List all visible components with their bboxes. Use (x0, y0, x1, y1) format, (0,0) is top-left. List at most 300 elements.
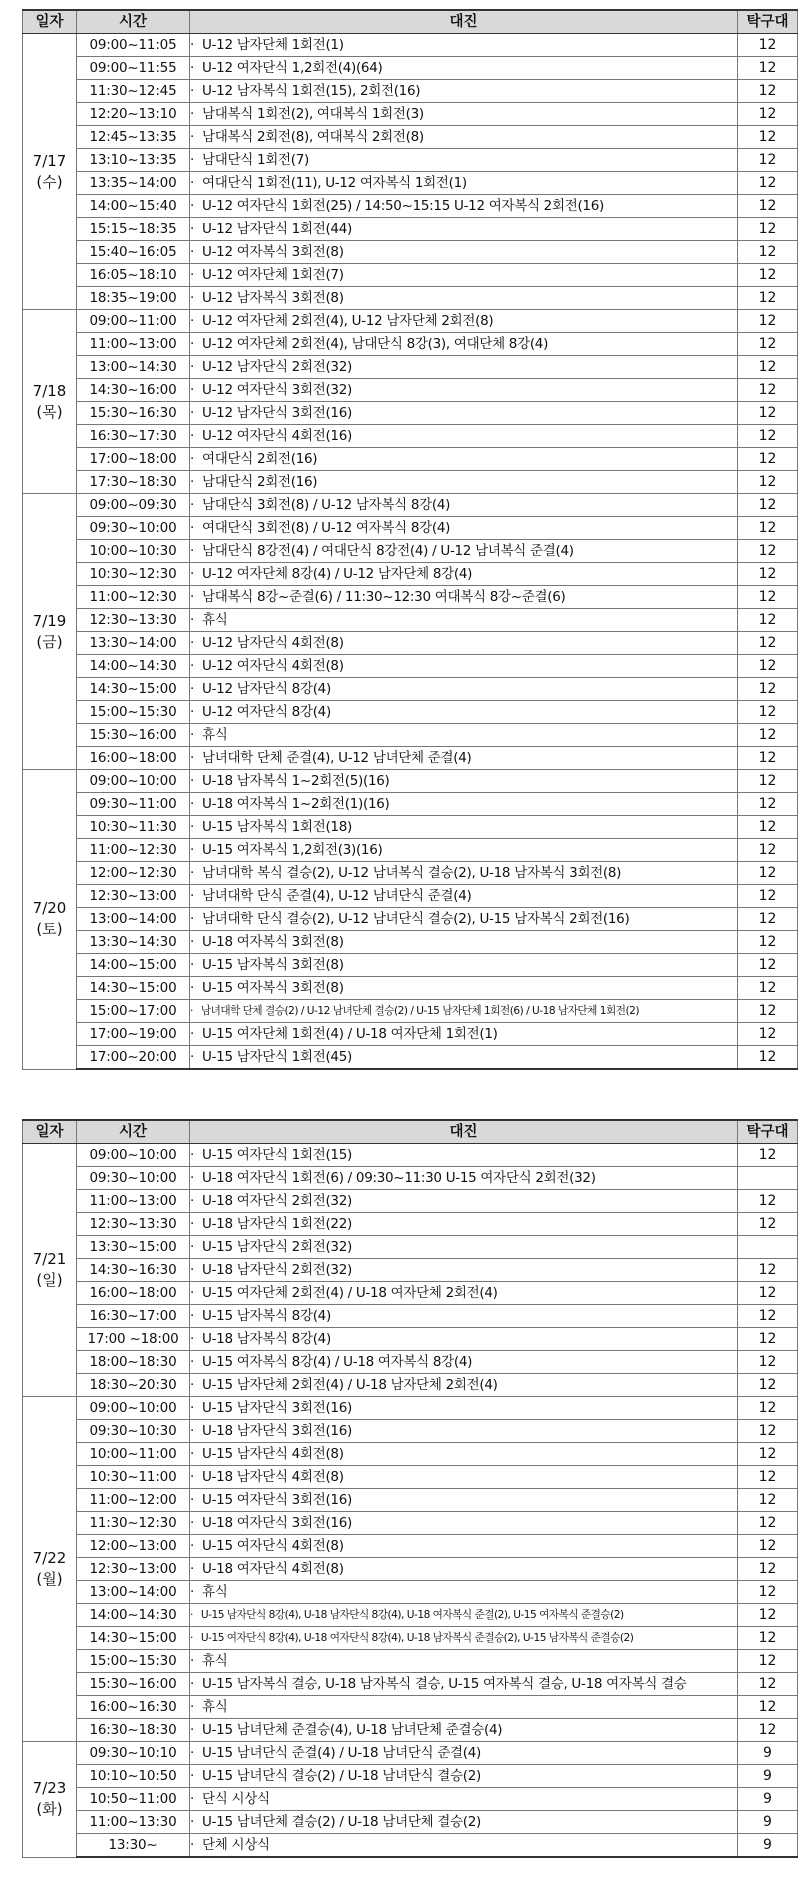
bullet-dot: · (190, 1836, 194, 1853)
bullet-dot: · (190, 1675, 194, 1692)
match-text: U-18 여자복식 1~2회전(1)(16) (202, 795, 390, 812)
match-text: U-15 여자복식 3회전(8) (202, 979, 344, 996)
tables-cell: 12 (738, 218, 798, 241)
schedule-row (23, 1489, 798, 1512)
bullet-dot: · (190, 1261, 194, 1278)
schedule-row (23, 1811, 798, 1834)
schedule-row (23, 1282, 798, 1305)
bullet-dot: · (190, 1284, 194, 1301)
bullet-dot: · (190, 749, 194, 766)
time-cell: 11:00~13:00 (77, 1190, 190, 1213)
time-cell: 10:30~12:30 (77, 563, 190, 586)
match-text: U-12 남자단식 8강(4) (202, 680, 331, 697)
match-cell (190, 80, 738, 103)
bullet-dot: · (190, 1192, 194, 1209)
time-cell: 15:00~17:00 (77, 1000, 190, 1023)
schedule-row (23, 1351, 798, 1374)
bullet-dot: · (190, 59, 194, 76)
match-cell (190, 1213, 738, 1236)
match-cell (190, 586, 738, 609)
match-cell (190, 1023, 738, 1046)
match-text: U-15 남녀단체 준결승(4), U-18 남녀단체 준결승(4) (202, 1721, 503, 1738)
match-cell (190, 1788, 738, 1811)
time-cell: 18:30~20:30 (77, 1374, 190, 1397)
tables-cell: 12 (738, 448, 798, 471)
match-text: 남녀대학 단식 결승(2), U-12 남녀단식 결승(2), U-15 남자복식 2회전(16) (202, 910, 630, 927)
tables-cell: 9 (738, 1834, 798, 1858)
time-cell: 12:00~13:00 (77, 1535, 190, 1558)
schedule-row (23, 195, 798, 218)
time-cell: 18:00~18:30 (77, 1351, 190, 1374)
tables-cell (738, 1236, 798, 1259)
time-header: 시간 (77, 1120, 190, 1144)
time-cell: 16:30~18:30 (77, 1719, 190, 1742)
weekday-label: (토) (36, 920, 63, 939)
match-cell (190, 931, 738, 954)
tables-cell: 12 (738, 1374, 798, 1397)
match-text: U-15 남녀단체 결승(2) / U-18 남녀단체 결승(2) (202, 1813, 481, 1830)
schedule-row (23, 1144, 798, 1167)
tables-cell: 12 (738, 862, 798, 885)
match-text: U-18 남자단식 2회전(32) (202, 1261, 352, 1278)
weekday-label: (금) (36, 632, 63, 651)
bullet-dot: · (190, 611, 194, 628)
schedule-row (23, 1420, 798, 1443)
match-cell (190, 149, 738, 172)
bullet-dot: · (190, 1422, 194, 1439)
time-cell: 09:00~10:00 (77, 1144, 190, 1167)
tables-cell: 9 (738, 1765, 798, 1788)
time-cell: 12:30~13:30 (77, 1213, 190, 1236)
match-cell (190, 241, 738, 264)
bullet-dot: · (190, 519, 194, 536)
bullet-dot: · (190, 1813, 194, 1830)
match-cell (190, 655, 738, 678)
match-text: U-15 남자복식 1회전(18) (202, 818, 352, 835)
match-cell (190, 793, 738, 816)
time-cell: 10:30~11:00 (77, 1466, 190, 1489)
schedule-row (23, 1259, 798, 1282)
time-cell: 13:30~14:00 (77, 632, 190, 655)
match-cell (190, 1167, 738, 1190)
match-cell (190, 1466, 738, 1489)
match-text: U-12 남자단식 4회전(8) (202, 634, 344, 651)
bullet-dot: · (190, 1491, 194, 1508)
bullet-dot: · (190, 220, 194, 237)
schedule-row (23, 908, 798, 931)
schedule-row (23, 1000, 798, 1023)
time-cell: 12:20~13:10 (77, 103, 190, 126)
match-cell (190, 1512, 738, 1535)
match-cell (190, 1420, 738, 1443)
bullet-dot: · (190, 1004, 193, 1017)
time-cell: 15:00~15:30 (77, 1650, 190, 1673)
bullet-dot: · (190, 1330, 194, 1347)
match-cell (190, 1282, 738, 1305)
schedule-row (23, 1558, 798, 1581)
match-text: 남녀대학 단체 결승(2) / U-12 남녀단체 결승(2) / U-15 남자단체 1회전(6) / U-18 남자단체 1회전(2) (200, 1004, 639, 1017)
date-header: 일자 (23, 10, 77, 34)
tables-cell: 12 (738, 333, 798, 356)
match-cell (190, 1719, 738, 1742)
time-cell: 10:10~10:50 (77, 1765, 190, 1788)
time-cell: 15:40~16:05 (77, 241, 190, 264)
match-text: U-15 여자단체 2회전(4) / U-18 여자단체 2회전(4) (202, 1284, 498, 1301)
schedule-row (23, 1443, 798, 1466)
date-cell (23, 1742, 77, 1858)
schedule-row (23, 1535, 798, 1558)
bullet-dot: · (190, 1169, 194, 1186)
match-cell (190, 34, 738, 57)
tables-cell: 12 (738, 149, 798, 172)
tables-cell: 12 (738, 678, 798, 701)
bullet-dot: · (190, 128, 194, 145)
match-cell (190, 747, 738, 770)
bullet-dot: · (190, 289, 194, 306)
tables-cell: 12 (738, 1489, 798, 1512)
tables-cell: 12 (738, 1282, 798, 1305)
tables-cell: 12 (738, 1351, 798, 1374)
tables-cell: 12 (738, 632, 798, 655)
time-cell: 09:00~09:30 (77, 494, 190, 517)
bullet-dot: · (190, 1307, 194, 1324)
tables-cell: 12 (738, 1259, 798, 1282)
match-cell (190, 195, 738, 218)
time-cell: 11:00~13:00 (77, 333, 190, 356)
date-cell (23, 1397, 77, 1742)
bullet-dot: · (190, 772, 194, 789)
match-text: U-18 남자복식 1~2회전(5)(16) (202, 772, 390, 789)
tables-cell: 12 (738, 563, 798, 586)
schedule-row (23, 1719, 798, 1742)
time-cell: 11:00~12:30 (77, 839, 190, 862)
tables-cell: 12 (738, 816, 798, 839)
weekday-label: (목) (36, 402, 63, 421)
bullet-dot: · (190, 1514, 194, 1531)
tables-cell: 12 (738, 1328, 798, 1351)
time-cell: 15:30~16:00 (77, 1673, 190, 1696)
match-cell (190, 356, 738, 379)
match-text: U-18 남자복식 8강(4) (202, 1330, 331, 1347)
schedule-row (23, 1788, 798, 1811)
bullet-dot: · (190, 1025, 194, 1042)
match-text: 휴식 (202, 1652, 228, 1669)
match-text: U-15 남녀단식 준결(4) / U-18 남녀단식 준결(4) (202, 1744, 481, 1761)
time-cell: 14:00~15:40 (77, 195, 190, 218)
match-text: U-15 여자복식 8강(4) / U-18 여자복식 8강(4) (202, 1353, 473, 1370)
date-label: 7/21 (32, 1250, 67, 1268)
time-cell: 17:00~18:00 (77, 448, 190, 471)
match-text: U-15 여자단식 3회전(16) (202, 1491, 352, 1508)
tables-cell: 12 (738, 34, 798, 57)
schedule-row (23, 609, 798, 632)
time-cell: 13:00~14:00 (77, 908, 190, 931)
match-cell (190, 172, 738, 195)
tables-cell: 12 (738, 241, 798, 264)
tables-cell: 12 (738, 1535, 798, 1558)
schedule-row (23, 816, 798, 839)
bullet-dot: · (190, 1560, 194, 1577)
bullet-dot: · (190, 1583, 194, 1600)
tables-cell: 12 (738, 80, 798, 103)
tables-cell: 12 (738, 1420, 798, 1443)
match-text: U-15 남자복식 결승, U-18 남자복식 결승, U-15 여자복식 결승, U-18 여자복식 결승 (202, 1675, 687, 1692)
schedule-row (23, 678, 798, 701)
date-cell (23, 310, 77, 494)
schedule-row (23, 1650, 798, 1673)
match-text: 휴식 (202, 1583, 228, 1600)
match-cell (190, 379, 738, 402)
bullet-dot: · (190, 680, 194, 697)
top-cropped-header (0, 0, 800, 8)
schedule-row (23, 517, 798, 540)
match-text: U-15 여자단식 8강(4), U-18 여자단식 8강(4), U-18 남자복식 준결승(2), U-15 남자복식 준결승(2) (200, 1631, 634, 1644)
date-cell (23, 34, 77, 310)
time-cell: 09:30~10:00 (77, 1167, 190, 1190)
match-header: 대진 (190, 10, 738, 34)
match-cell (190, 1305, 738, 1328)
schedule-row (23, 379, 798, 402)
tables-header: 탁구대 (738, 1120, 798, 1144)
match-cell (190, 264, 738, 287)
match-text: U-15 여자단체 1회전(4) / U-18 여자단체 1회전(1) (202, 1025, 498, 1042)
match-text: 휴식 (202, 1698, 228, 1715)
match-cell (190, 678, 738, 701)
bullet-dot: · (190, 1767, 194, 1784)
schedule-row (23, 1236, 798, 1259)
match-text: U-12 남자복식 3회전(8) (202, 289, 344, 306)
match-text: U-15 남자단식 1회전(45) (202, 1048, 352, 1065)
date-label: 7/18 (32, 381, 67, 400)
schedule-row (23, 471, 798, 494)
bullet-dot: · (190, 588, 194, 605)
tables-cell: 12 (738, 356, 798, 379)
match-cell (190, 1696, 738, 1719)
bullet-dot: · (190, 542, 194, 559)
tables-cell: 12 (738, 586, 798, 609)
time-cell: 13:35~14:00 (77, 172, 190, 195)
schedule-row (23, 310, 798, 333)
bullet-dot: · (190, 910, 194, 927)
tables-cell: 12 (738, 1650, 798, 1673)
tables-cell: 12 (738, 839, 798, 862)
match-text: U-15 남자단식 8강(4), U-18 남자단식 8강(4), U-18 여자복식 준결(2), U-15 여자복식 준결승(2) (200, 1608, 624, 1621)
schedule-row (23, 1696, 798, 1719)
schedule-row (23, 1466, 798, 1489)
tables-cell: 12 (738, 540, 798, 563)
bullet-dot: · (190, 864, 194, 881)
bullet-dot: · (190, 197, 194, 214)
bullet-dot: · (190, 1445, 194, 1462)
bullet-dot: · (190, 1353, 194, 1370)
bullet-dot: · (190, 726, 194, 743)
match-cell (190, 287, 738, 310)
match-text: U-12 남자복식 1회전(15), 2회전(16) (202, 82, 421, 99)
match-text: 남대단식 2회전(16) (202, 473, 318, 490)
tables-cell: 12 (738, 264, 798, 287)
tables-cell: 9 (738, 1742, 798, 1765)
tables-cell: 12 (738, 1144, 798, 1167)
match-cell (190, 494, 738, 517)
schedule-row (23, 1627, 798, 1650)
time-cell: 14:30~15:00 (77, 678, 190, 701)
bullet-dot: · (190, 335, 194, 352)
match-cell (190, 448, 738, 471)
match-text: 여대단식 3회전(8) / U-12 여자복식 8강(4) (202, 519, 451, 536)
header-row (23, 1120, 798, 1144)
time-cell: 11:00~12:30 (77, 586, 190, 609)
schedule-row (23, 770, 798, 793)
time-cell: 14:30~16:30 (77, 1259, 190, 1282)
match-cell (190, 1351, 738, 1374)
schedule-row (23, 494, 798, 517)
match-cell (190, 1328, 738, 1351)
schedule-row (23, 172, 798, 195)
schedule-row (23, 977, 798, 1000)
schedule-row (23, 1765, 798, 1788)
time-cell: 16:00~18:00 (77, 1282, 190, 1305)
match-cell (190, 1236, 738, 1259)
time-cell: 10:50~11:00 (77, 1788, 190, 1811)
bullet-dot: · (190, 979, 194, 996)
match-text: 남대복식 1회전(2), 여대복식 1회전(3) (202, 105, 424, 122)
match-cell (190, 218, 738, 241)
match-cell (190, 1650, 738, 1673)
bullet-dot: · (190, 427, 194, 444)
time-cell: 13:00~14:30 (77, 356, 190, 379)
tables-cell: 12 (738, 1305, 798, 1328)
bullet-dot: · (190, 1744, 194, 1761)
match-cell (190, 862, 738, 885)
match-cell (190, 103, 738, 126)
bullet-dot: · (190, 634, 194, 651)
match-text: 단식 시상식 (202, 1790, 270, 1807)
weekday-label: (월) (36, 1570, 63, 1588)
date-cell (23, 770, 77, 1070)
match-text: 남대단식 1회전(7) (202, 151, 309, 168)
tables-cell: 12 (738, 172, 798, 195)
match-text: U-12 여자단식 3회전(32) (202, 381, 352, 398)
tables-cell: 12 (738, 494, 798, 517)
tables-cell: 12 (738, 287, 798, 310)
tables-cell: 12 (738, 1466, 798, 1489)
match-cell (190, 1144, 738, 1167)
schedule-row (23, 80, 798, 103)
match-text: U-15 남자복식 8강(4) (202, 1307, 331, 1324)
schedule-row (23, 103, 798, 126)
bullet-dot: · (190, 381, 194, 398)
tables-cell: 12 (738, 931, 798, 954)
match-text: U-12 남자단식 3회전(16) (202, 404, 352, 421)
time-cell: 17:30~18:30 (77, 471, 190, 494)
bullet-dot: · (190, 657, 194, 674)
schedule-row (23, 1046, 798, 1070)
match-text: U-15 남자단식 2회전(32) (202, 1238, 352, 1255)
bullet-dot: · (190, 404, 194, 421)
tables-cell: 12 (738, 908, 798, 931)
match-text: U-12 남자단체 1회전(1) (202, 36, 344, 53)
date-label: 7/17 (32, 151, 67, 170)
time-cell: 18:35~19:00 (77, 287, 190, 310)
time-cell: 16:30~17:00 (77, 1305, 190, 1328)
tables-cell: 12 (738, 1512, 798, 1535)
schedule-row (23, 724, 798, 747)
time-cell: 09:00~11:05 (77, 34, 190, 57)
tables-cell: 12 (738, 379, 798, 402)
match-cell (190, 333, 738, 356)
schedule-row (23, 885, 798, 908)
match-cell (190, 1190, 738, 1213)
time-cell: 12:30~13:30 (77, 609, 190, 632)
match-text: U-15 남자단체 2회전(4) / U-18 남자단체 2회전(4) (202, 1376, 498, 1393)
match-cell (190, 1604, 738, 1627)
schedule-row (23, 540, 798, 563)
time-cell: 17:00~19:00 (77, 1023, 190, 1046)
tables-cell: 12 (738, 471, 798, 494)
match-cell (190, 517, 738, 540)
time-cell: 10:00~10:30 (77, 540, 190, 563)
schedule-row (23, 1190, 798, 1213)
time-cell: 14:30~16:00 (77, 379, 190, 402)
schedule-row (23, 931, 798, 954)
date-label: 7/22 (32, 1549, 67, 1567)
bullet-dot: · (190, 1468, 194, 1485)
time-cell: 13:30~15:00 (77, 1236, 190, 1259)
bullet-dot: · (190, 1721, 194, 1738)
schedule-row (23, 241, 798, 264)
schedule-row (23, 287, 798, 310)
schedule-row (23, 839, 798, 862)
time-cell: 12:00~12:30 (77, 862, 190, 885)
schedule-row (23, 356, 798, 379)
schedule-row (23, 862, 798, 885)
time-cell: 14:00~14:30 (77, 655, 190, 678)
match-cell (190, 1558, 738, 1581)
match-text: U-12 여자단식 1,2회전(4)(64) (202, 59, 383, 76)
schedule-row (23, 1023, 798, 1046)
schedule-row (23, 747, 798, 770)
time-cell: 13:00~14:00 (77, 1581, 190, 1604)
match-cell (190, 1489, 738, 1512)
tables-header: 탁구대 (738, 10, 798, 34)
schedule-row (23, 1512, 798, 1535)
time-cell: 09:00~11:00 (77, 310, 190, 333)
bullet-dot: · (190, 82, 194, 99)
time-cell: 16:00~18:00 (77, 747, 190, 770)
schedule-row (23, 632, 798, 655)
match-cell (190, 816, 738, 839)
match-text: 남대단식 8강전(4) / 여대단식 8강전(4) / U-12 남녀복식 준결(4) (202, 542, 574, 559)
tables-cell: 12 (738, 195, 798, 218)
bullet-dot: · (190, 956, 194, 973)
match-text: U-15 여자단식 1회전(15) (202, 1146, 352, 1163)
schedule-row (23, 954, 798, 977)
bullet-dot: · (190, 1238, 194, 1255)
schedule-row (23, 1604, 798, 1627)
match-text: U-18 남자단식 3회전(16) (202, 1422, 352, 1439)
date-label: 7/20 (32, 899, 67, 918)
match-text: 남대단식 3회전(8) / U-12 남자복식 8강(4) (202, 496, 451, 513)
header-row (23, 10, 798, 34)
bullet-dot: · (190, 1537, 194, 1554)
time-cell: 14:30~15:00 (77, 1627, 190, 1650)
bullet-dot: · (190, 312, 194, 329)
schedule-row (23, 793, 798, 816)
match-cell (190, 609, 738, 632)
match-text: U-18 여자단식 4회전(8) (202, 1560, 344, 1577)
match-cell (190, 1259, 738, 1282)
bullet-dot: · (190, 841, 194, 858)
